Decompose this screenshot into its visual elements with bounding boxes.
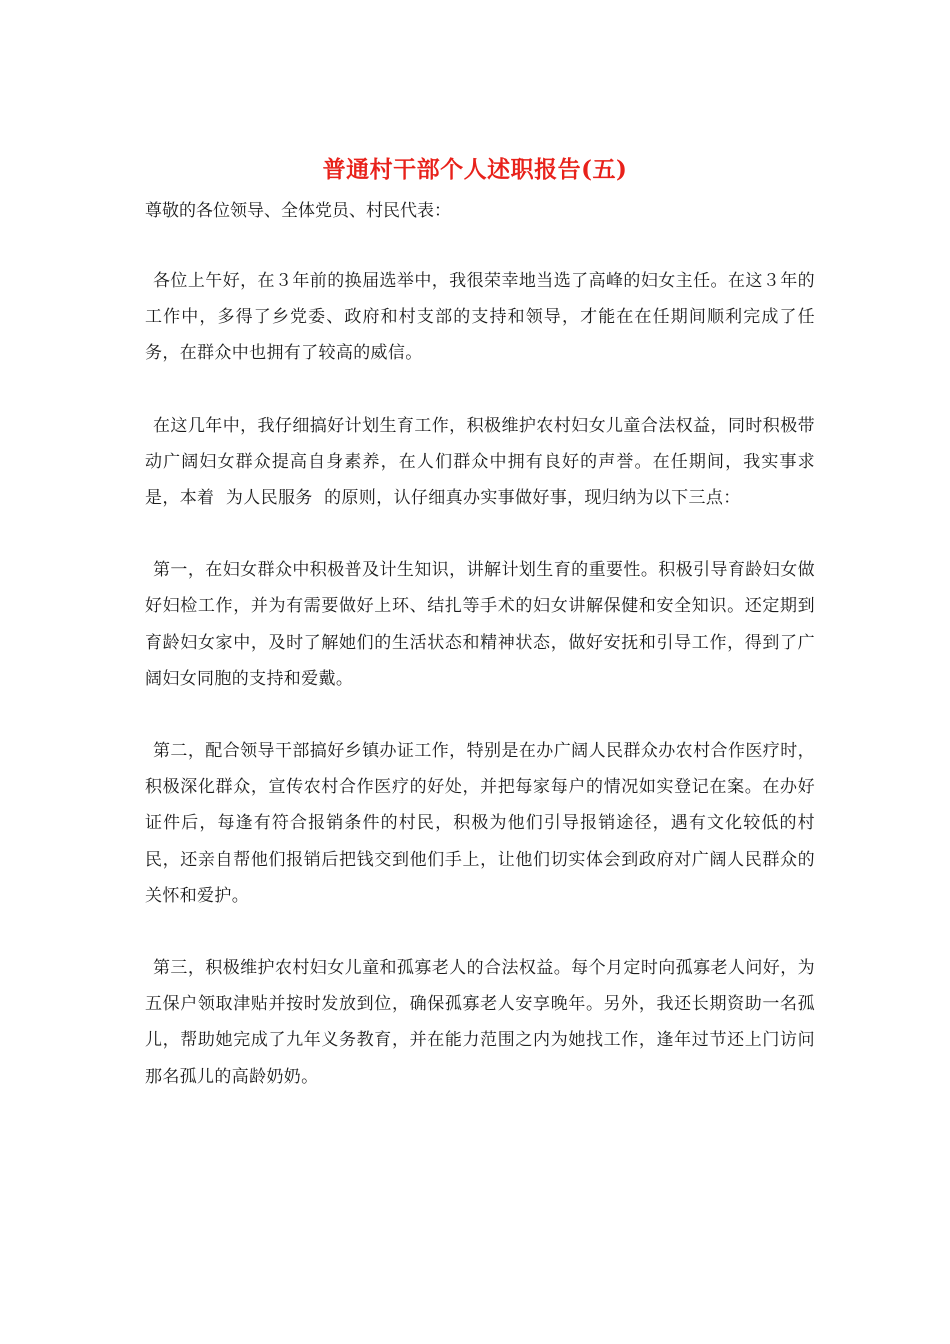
document-title: 普通村干部个人述职报告(五) <box>322 156 628 183</box>
paragraph-point-one: 第一，在妇女群众中积极普及计生知识，讲解计划生育的重要性。积极引导育龄妇女做好妇检工作，并为有需要做好上环、结扎等手术的妇女讲解保健和安全知识。还定期到育龄妇女家中，及时了解她们的生活状态和精神状态，做好安抚和引导工作，得到了广阔妇女同胞的支持和爱戴。 <box>145 560 815 689</box>
paragraph-point-two: 第二，配合领导干部搞好乡镇办证工作，特别是在办广阔人民群众办农村合作医疗时，积极深化群众，宣传农村合作医疗的好处，并把每家每户的情况如实登记在案。在办好证件后，每逢有符合报销条件的村民，积极为他们引导报销途径，遇有文化较低的村民，还亲自帮他们报销后把钱交到他们手上，让他们切实体会到政府对广阔人民群众的关怀和爱护。 <box>145 741 815 906</box>
document-body <box>145 263 815 1131</box>
paragraph-overview: 在这几年中，我仔细搞好计划生育工作，积极维护农村妇女儿童合法权益，同时积极带动广阔妇女群众提高自身素养，在人们群众中拥有良好的声誉。在任期间，我实事求是，本着 为人民服务 的原则，认仔细真办实事做好事，现归纳为以下三点： <box>145 415 815 509</box>
salutation: 尊敬的各位领导、全体党员、村民代表： <box>145 201 451 221</box>
paragraph-intro: 各位上午好，在３年前的换届选举中，我很荣幸地当选了高峰的妇女主任。在这３年的工作中，多得了乡党委、政府和村支部的支持和领导，才能在在任期间顺利完成了任务，在群众中也拥有了较高的威信。 <box>145 271 815 364</box>
paragraph-point-three: 第三，积极维护农村妇女儿童和孤寡老人的合法权益。每个月定时向孤寡老人问好，为五保户领取津贴并按时发放到位，确保孤寡老人安享晚年。另外，我还长期资助一名孤儿，帮助她完成了九年义务教育，并在能力范围之内为她找工作，逢年过节还上门访问那名孤儿的高龄奶奶。 <box>145 958 815 1087</box>
